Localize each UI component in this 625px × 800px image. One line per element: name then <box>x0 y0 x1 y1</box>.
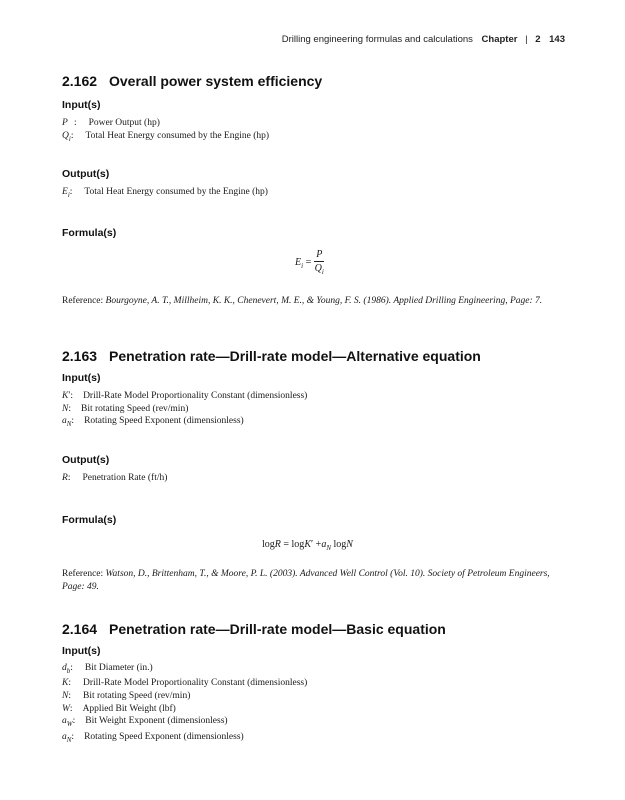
section-title-text: Overall power system efficiency <box>109 73 323 89</box>
reference: Reference: Watson, D., Brittenham, T., & Moore, P. L. (2003). Advanced Well Control (Vol. 10). Society of Petroleum Engineers, Page: 49. <box>62 569 550 592</box>
variable-row: $a_W$: Bit Weight Exponent (dimensionless) <box>62 715 307 730</box>
variable-row: $Q_i$: Total Heat Energy consumed by the Engine (hp) <box>62 130 269 145</box>
variable-symbol: R <box>62 473 68 483</box>
variable-row: K: Drill-Rate Model Proportionality Constant (dimensionless) <box>62 678 308 689</box>
variable-description: Bit Weight Exponent (dimensionless) <box>85 716 228 727</box>
formula-heading: Formula(s) <box>62 514 117 526</box>
variable-symbol: $a_N$ <box>62 416 72 429</box>
formula-penetration-rate-alt: $\log R = \log K' +a_N$ logN <box>262 539 353 552</box>
variable-row: W: Applied Bit Weight (lbf) <box>62 703 176 714</box>
outputs-heading: Output(s) <box>62 168 110 180</box>
variable-description: Power Output (hp) <box>88 118 160 128</box>
variable-symbol: K <box>62 678 69 689</box>
section-title-2-163 <box>62 348 481 364</box>
variable-row: K′: Drill-Rate Model Proportionality Constant (dimensionless) <box>62 391 308 401</box>
output-list <box>62 186 268 201</box>
variable-symbol: $d_b$ <box>62 663 71 675</box>
variable-description: Total Heat Energy consumed by the Engine (hp) <box>84 187 268 197</box>
outputs-heading: Output(s) <box>62 454 110 466</box>
chapter-label: Chapter <box>481 34 518 45</box>
variable-symbol: N <box>62 403 69 414</box>
variable-row: $a_N$: Rotating Speed Exponent (dimensionless) <box>62 731 307 746</box>
book-title: Drilling engineering formulas and calculations <box>281 34 473 45</box>
variable-description: Drill-Rate Model Proportionality Constant (dimensionless) <box>82 678 308 689</box>
header-separator: | <box>525 34 528 45</box>
variable-description: Rotating Speed Exponent (dimensionless) <box>84 416 244 427</box>
variable-symbol: P <box>62 118 68 128</box>
section-title-text: Penetration rate—Drill-rate model—Alternative equation <box>109 348 481 364</box>
chapter-number: 2 <box>535 34 541 45</box>
section-title-2-164 <box>62 621 446 637</box>
inputs-heading: Input(s) <box>62 99 101 111</box>
reference: Reference: Bourgoyne, A. T., Millheim, K. K., Chenevert, M. E., & Young, F. S. (1986). Applied Drilling Engineering, Page: 7. <box>62 296 543 306</box>
variable-description: Bit rotating Speed (rev/min) <box>80 403 189 414</box>
variable-symbol: $E_i$ <box>62 187 70 199</box>
variable-description: Bit rotating Speed (rev/min) <box>82 691 191 702</box>
section-number: 2.162 <box>62 73 98 89</box>
input-list <box>62 117 269 145</box>
variable-description: Bit Diameter (in.) <box>84 663 153 673</box>
formula-heading: Formula(s) <box>62 227 117 239</box>
variable-description: Total Heat Energy consumed by the Engine (hp) <box>85 130 270 141</box>
variable-symbol: $a_N$ <box>62 731 72 744</box>
section-number: 2.164 <box>62 621 98 637</box>
section-title-text: Penetration rate—Drill-rate model—Basic equation <box>109 621 446 637</box>
inputs-heading: Input(s) <box>62 372 101 384</box>
running-header <box>282 34 565 45</box>
input-list <box>62 390 307 431</box>
variable-row: N: Bit rotating Speed (rev/min) <box>62 403 189 414</box>
variable-description: Drill-Rate Model Proportionality Constant (dimensionless) <box>83 391 308 401</box>
variable-row: P : Power Output (hp) <box>62 118 160 128</box>
variable-row: R: Penetration Rate (ft/h) <box>62 473 168 483</box>
section-number: 2.163 <box>62 348 98 364</box>
variable-symbol: $Q_i$ <box>62 130 71 143</box>
variable-symbol: N <box>62 691 69 702</box>
variable-symbol: K′ <box>62 391 71 401</box>
inputs-heading: Input(s) <box>62 645 101 657</box>
variable-description: Rotating Speed Exponent (dimensionless) <box>84 731 244 742</box>
variable-row: $a_N$: Rotating Speed Exponent (dimensionless) <box>62 415 307 430</box>
formula-efficiency: $E_i$ = $\frac{P}{Q_i}$ <box>295 249 324 276</box>
output-list <box>62 472 167 485</box>
variable-row: N: Bit rotating Speed (rev/min) <box>62 691 191 702</box>
variable-row: $d_b$: Bit Diameter (in.) <box>62 662 307 677</box>
variable-row: $E_i$: Total Heat Energy consumed by the Engine (hp) <box>62 186 268 201</box>
variable-description: Applied Bit Weight (lbf) <box>82 703 176 714</box>
input-list <box>62 662 307 746</box>
fraction: $\frac{P}{Q_i}$ <box>314 249 324 276</box>
section-title-2-162 <box>62 73 322 89</box>
page-number: 143 <box>549 34 565 45</box>
variable-symbol: W <box>62 703 70 714</box>
variable-description: Penetration Rate (ft/h) <box>82 473 168 483</box>
variable-symbol: $a_W$ <box>62 716 73 729</box>
